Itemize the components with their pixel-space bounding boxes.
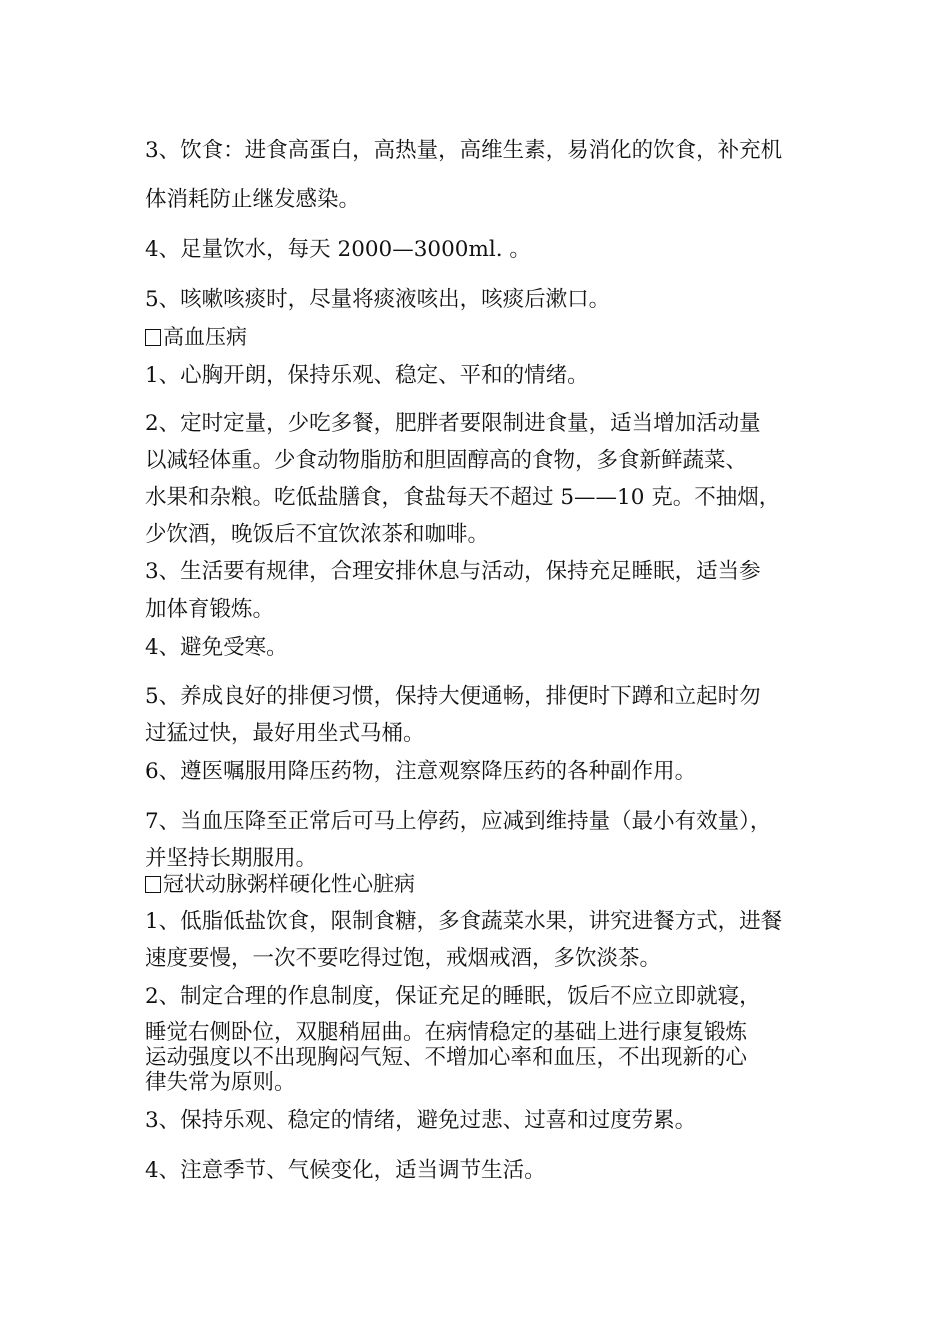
section-heading-text: 高血压病 <box>163 325 247 349</box>
text-line: 3、饮食：进食高蛋白，高热量，高维生素，易消化的饮食，补充机 <box>145 138 783 163</box>
text-line: 运动强度以不出现胸闷气短、不增加心率和血压，不出现新的心 <box>145 1045 748 1070</box>
text-line: 少饮酒，晚饭后不宜饮浓茶和咖啡。 <box>145 522 490 547</box>
text-line: 水果和杂粮。吃低盐膳食，食盐每天不超过 5——10 克。不抽烟， <box>145 485 781 510</box>
text-line: 过猛过快，最好用坐式马桶。 <box>145 721 425 746</box>
text-line: 4、注意季节、气候变化，适当调节生活。 <box>145 1158 546 1183</box>
text-line: 以减轻体重。少食动物脂肪和胆固醇高的食物，多食新鲜蔬菜、 <box>145 448 748 473</box>
text-line: 律失常为原则。 <box>145 1070 296 1095</box>
text-line: 并坚持长期服用。 <box>145 846 318 871</box>
section-heading-text: 冠状动脉粥样硬化性心脏病 <box>163 872 415 896</box>
text-line: 5、养成良好的排便习惯，保持大便通畅，排便时下蹲和立起时勿 <box>145 684 761 709</box>
text-line: 5、咳嗽咳痰时，尽量将痰液咳出，咳痰后漱口。 <box>145 287 611 312</box>
text-line: 睡觉右侧卧位，双腿稍屈曲。在病情稳定的基础上进行康复锻炼 <box>145 1020 748 1045</box>
checkbox-icon <box>145 876 161 893</box>
text-line: 4、避免受寒。 <box>145 635 288 660</box>
text-line: 6、遵医嘱服用降压药物，注意观察降压药的各种副作用。 <box>145 759 697 784</box>
text-line: 3、保持乐观、稳定的情绪，避免过悲、过喜和过度劳累。 <box>145 1108 697 1133</box>
text-line: 2、定时定量，少吃多餐，肥胖者要限制进食量，适当增加活动量 <box>145 411 761 436</box>
section-heading-hypertension <box>145 324 815 350</box>
text-line: 7、当血压降至正常后可马上停药，应减到维持量（最小有效量）， <box>145 809 772 834</box>
text-line: 加体育锻炼。 <box>145 597 275 622</box>
text-line: 体消耗防止继发感染。 <box>145 187 361 212</box>
text-line: 2、制定合理的作息制度，保证充足的睡眠，饭后不应立即就寝， <box>145 984 761 1009</box>
text-line: 速度要慢，一次不要吃得过饱，戒烟戒酒，多饮淡茶。 <box>145 946 662 971</box>
text-line: 4、足量饮水，每天 2000—3000ml. 。 <box>145 237 531 262</box>
text-line: 1、心胸开朗，保持乐观、稳定、平和的情绪。 <box>145 363 589 388</box>
text-line: 1、低脂低盐饮食，限制食糖，多食蔬菜水果，讲究进餐方式，进餐 <box>145 909 783 934</box>
checkbox-icon <box>145 329 161 346</box>
text-line: 3、生活要有规律，合理安排休息与活动，保持充足睡眠，适当参 <box>145 559 761 584</box>
section-heading-coronary <box>145 871 815 897</box>
